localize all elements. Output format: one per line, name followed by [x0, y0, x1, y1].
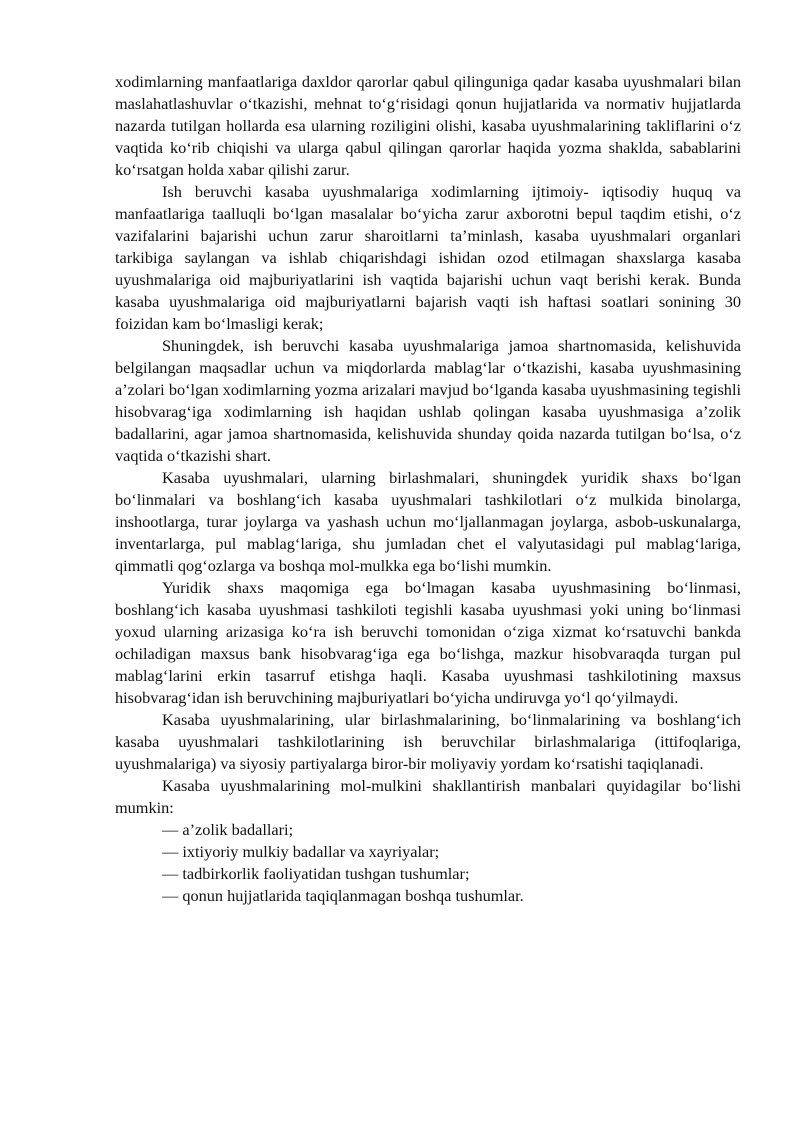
list-item: — qonun hujjatlarida taqiqlanmagan boshqa tushumlar.	[162, 886, 524, 905]
property-sources-list	[115, 819, 741, 907]
list-item: — tadbirkorlik faoliyatidan tushgan tushumlar;	[162, 864, 470, 883]
paragraph-employer-information: Ish beruvchi kasaba uyushmalariga xodimlarning ijtimoiy- iqtisodiy huquq va manfaatlariga taalluqli bo‘lgan masalalar bo‘yicha zarur axborotni bepul taqdim etishi, o‘z vazifalarini bajarishi uchun zarur sharoitlarni ta’minlash, kasaba uyushmalari organlari tarkibiga saylangan va ishlab chiqarishdagi ishidan ozod etilmagan shaxslarga kasaba uyushmalariga oid majburiyatlarini ish vaqtida bajarishi uchun vaqt berishi kerak. Bunda kasaba uyushmalariga oid majburiyatlarni bajarish vaqti ish haftasi soatlari sonining 30 foizidan kam bo‘lmasligi kerak;	[115, 182, 741, 333]
paragraph-membership-dues: Shuningdek, ish beruvchi kasaba uyushmalariga jamoa shartnomasida, kelishuvida belgilangan maqsadlar uchun va miqdorlarda mablag‘lar o‘tkazishi, kasaba uyushmasining a’zolari bo‘lgan xodimlarning yozma arizalari mavjud bo‘lganda kasaba uyushmasining tegishli hisobvarag‘iga xodimlarning ish haqidan ushlab qolingan kasaba uyushmasiga a’zolik badallarini, agar jamoa shartnomasida, kelishuvida shunday qoida nazarda tutilgan bo‘lsa, o‘z vaqtida o‘tkazishi shart.	[115, 336, 741, 465]
list-item: — ixtiyoriy mulkiy badallar va xayriyalar;	[162, 842, 440, 861]
paragraph-continuation: xodimlarning manfaatlariga daxldor qarorlar qabul qilinguniga qadar kasaba uyushmalari bilan maslahatlashuvlar o‘tkazishi, mehnat to‘g‘risidagi qonun hujjatlarida va normativ hujjatlarda nazarda tutilgan hollarda esa ularning roziligini olishi, kasaba uyushmalarining takliflarini o‘z vaqtida ko‘rib chiqishi va ularga qabul qilingan qarorlar haqida yozma shaklda, sabablarini ko‘rsatgan holda xabar qilishi zarur.	[115, 72, 741, 179]
list-item: — a’zolik badallari;	[162, 820, 294, 839]
paragraph-financial-aid-prohibition: Kasaba uyushmalarining, ular birlashmalarining, bo‘linmalarining va boshlang‘ich kasaba uyushmalari tashkilotlarining ish beruvchilar birlashmalariga (ittifoqlariga, uyushmalariga) va siyosiy partiyalarga biror-bir moliyaviy yordam ko‘rsatishi taqiqlanadi.	[115, 710, 741, 773]
paragraph-property-sources: Kasaba uyushmalarining mol-mulkini shakllantirish manbalari quyidagilar bo‘lishi mumkin:	[115, 776, 741, 817]
document-page	[115, 71, 741, 907]
paragraph-union-property: Kasaba uyushmalari, ularning birlashmalari, shuningdek yuridik shaxs bo‘lgan bo‘linmalari va boshlang‘ich kasaba uyushmalari tashkilotlari o‘z mulkida binolarga, inshootlarga, turar joylarga va yashash uchun mo‘ljallanmagan joylarga, asbob-uskunalarga, inventarlarga, pul mablag‘lariga, shu jumladan chet el valyutasidagi pul mablag‘lariga, qimmatli qog‘ozlarga va boshqa mol-mulkka ega bo‘lishi mumkin.	[115, 468, 741, 575]
paragraph-bank-account: Yuridik shaxs maqomiga ega bo‘lmagan kasaba uyushmasining bo‘linmasi, boshlang‘ich kasaba uyushmasi tashkiloti tegishli kasaba uyushmasi yoki uning bo‘linmasi yoxud ularning arizasiga ko‘ra ish beruvchi tomonidan o‘ziga xizmat ko‘rsatuvchi bankda ochiladigan maxsus bank hisobvarag‘iga ega bo‘lishga, mazkur hisobvaraqda turgan pul mablag‘larini erkin tasarruf etishga haqli. Kasaba uyushmasi tashkilotining maxsus hisobvarag‘idan ish beruvchining majburiyatlari bo‘yicha undiruvga yo‘l qo‘yilmaydi.	[115, 578, 741, 707]
